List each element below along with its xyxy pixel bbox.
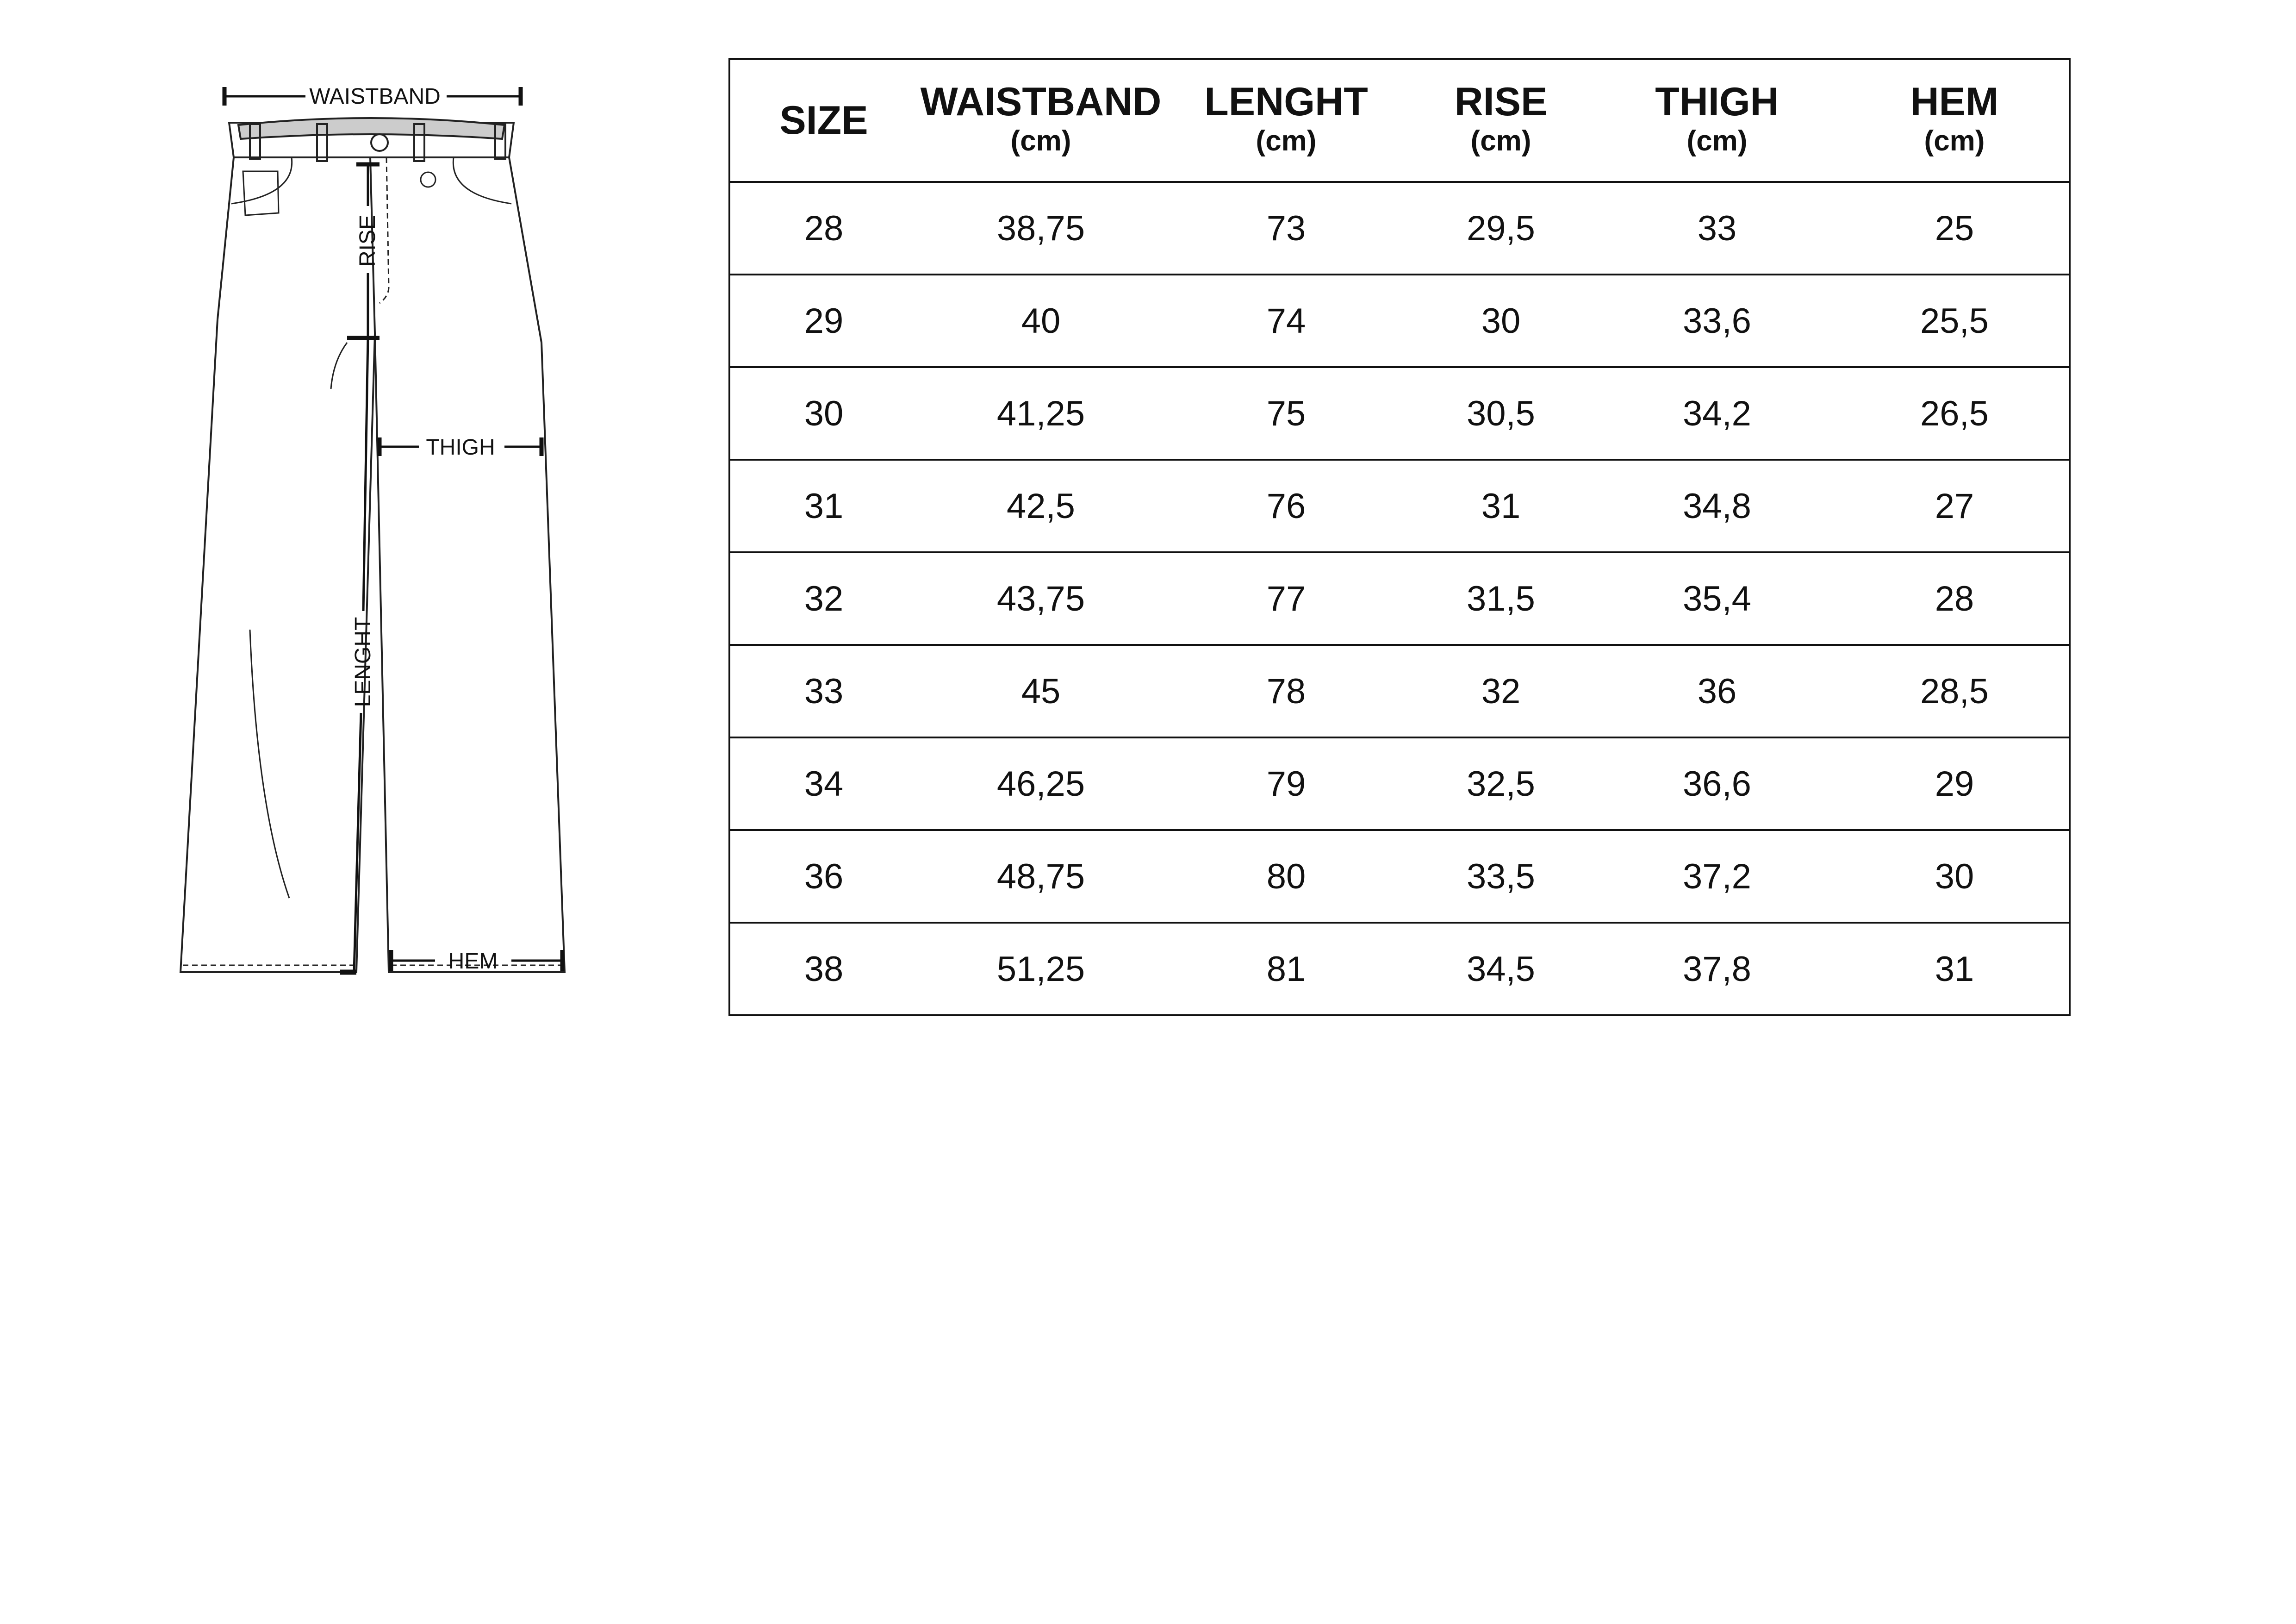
fly-stitch (380, 157, 389, 303)
waist-opening (238, 118, 504, 139)
cell-hem: 27 (1935, 486, 1974, 526)
header-thigh: THIGH (cm) (1655, 79, 1779, 157)
right-leg-outline (375, 157, 565, 972)
cell-rise: 34,5 (1467, 949, 1535, 989)
button (371, 134, 388, 151)
cell-length: 74 (1266, 301, 1306, 341)
cell-length: 81 (1266, 949, 1306, 989)
table-row (729, 830, 2070, 923)
cell-thigh: 33,6 (1683, 301, 1751, 341)
cell-length: 80 (1266, 856, 1306, 896)
cell-waistband: 38,75 (996, 208, 1085, 248)
table-row (729, 460, 2070, 552)
header-length: LENGHT (cm) (1204, 79, 1368, 157)
cell-waistband: 48,75 (996, 856, 1085, 896)
cell-size: 30 (804, 394, 844, 433)
front-pocket-right (453, 157, 511, 204)
back-pocket (243, 171, 279, 215)
header-size: SIZE (779, 98, 868, 143)
cell-hem: 31 (1935, 949, 1974, 989)
cell-rise: 32,5 (1467, 764, 1535, 804)
rise-label: RISE (355, 214, 380, 267)
cell-rise: 32 (1481, 671, 1521, 711)
header-rise: RISE (cm) (1454, 79, 1548, 157)
table-header-row (729, 59, 2070, 182)
cell-hem: 30 (1935, 856, 1974, 896)
cell-thigh: 36,6 (1683, 764, 1751, 804)
cell-waistband: 46,25 (996, 764, 1085, 804)
cell-size: 32 (804, 579, 844, 618)
front-pocket-left (231, 157, 292, 204)
cell-size: 33 (804, 671, 844, 711)
cell-size: 29 (804, 301, 844, 341)
cell-thigh: 35,4 (1683, 579, 1751, 618)
cell-hem: 28,5 (1920, 671, 1989, 711)
leg-crease (331, 343, 347, 389)
hem-label: HEM (448, 949, 498, 974)
cell-length: 79 (1266, 764, 1306, 804)
cell-waistband: 40 (1021, 301, 1061, 341)
cell-waistband: 41,25 (996, 394, 1085, 433)
cell-size: 36 (804, 856, 844, 896)
cell-rise: 31,5 (1467, 579, 1535, 618)
length-label: LENGHT (351, 617, 375, 707)
cell-thigh: 34,2 (1683, 394, 1751, 433)
cell-hem: 25 (1935, 208, 1974, 248)
cell-length: 76 (1266, 486, 1306, 526)
table-row (729, 367, 2070, 460)
cell-length: 73 (1266, 208, 1306, 248)
cell-rise: 33,5 (1467, 856, 1535, 896)
cell-waistband: 43,75 (996, 579, 1085, 618)
cell-waistband: 45 (1021, 671, 1061, 711)
header-hem: HEM (cm) (1910, 79, 1999, 157)
cell-rise: 30 (1481, 301, 1521, 341)
cell-size: 34 (804, 764, 844, 804)
cell-length: 78 (1266, 671, 1306, 711)
cell-waistband: 42,5 (1007, 486, 1075, 526)
cell-thigh: 36 (1697, 671, 1737, 711)
cell-rise: 30,5 (1467, 394, 1535, 433)
cell-rise: 29,5 (1467, 208, 1535, 248)
pants-measurement-diagram (157, 65, 592, 981)
cell-hem: 28 (1935, 579, 1974, 618)
cell-thigh: 37,8 (1683, 949, 1751, 989)
cell-hem: 26,5 (1920, 394, 1989, 433)
cell-size: 28 (804, 208, 844, 248)
table-row (729, 552, 2070, 645)
size-chart-table (728, 58, 2071, 1016)
cell-size: 38 (804, 949, 844, 989)
left-leg-outline (180, 157, 375, 972)
waistband-label: WAISTBAND (309, 84, 441, 109)
table-row (729, 737, 2070, 830)
cell-hem: 29 (1935, 764, 1974, 804)
cell-thigh: 33 (1697, 208, 1737, 248)
table-row (729, 275, 2070, 367)
pocket-rivet (421, 172, 436, 187)
table-row (729, 923, 2070, 1015)
table-row (729, 645, 2070, 737)
cell-rise: 31 (1481, 486, 1521, 526)
cell-waistband: 51,25 (996, 949, 1085, 989)
table-row (729, 182, 2070, 275)
thigh-label: THIGH (426, 435, 495, 460)
header-waistband: WAISTBAND (cm) (920, 79, 1162, 157)
cell-hem: 25,5 (1920, 301, 1989, 341)
leg-crease (250, 630, 289, 898)
cell-size: 31 (804, 486, 844, 526)
pants-illustration (157, 65, 592, 981)
cell-thigh: 37,2 (1683, 856, 1751, 896)
cell-length: 77 (1266, 579, 1306, 618)
cell-length: 75 (1266, 394, 1306, 433)
cell-thigh: 34,8 (1683, 486, 1751, 526)
